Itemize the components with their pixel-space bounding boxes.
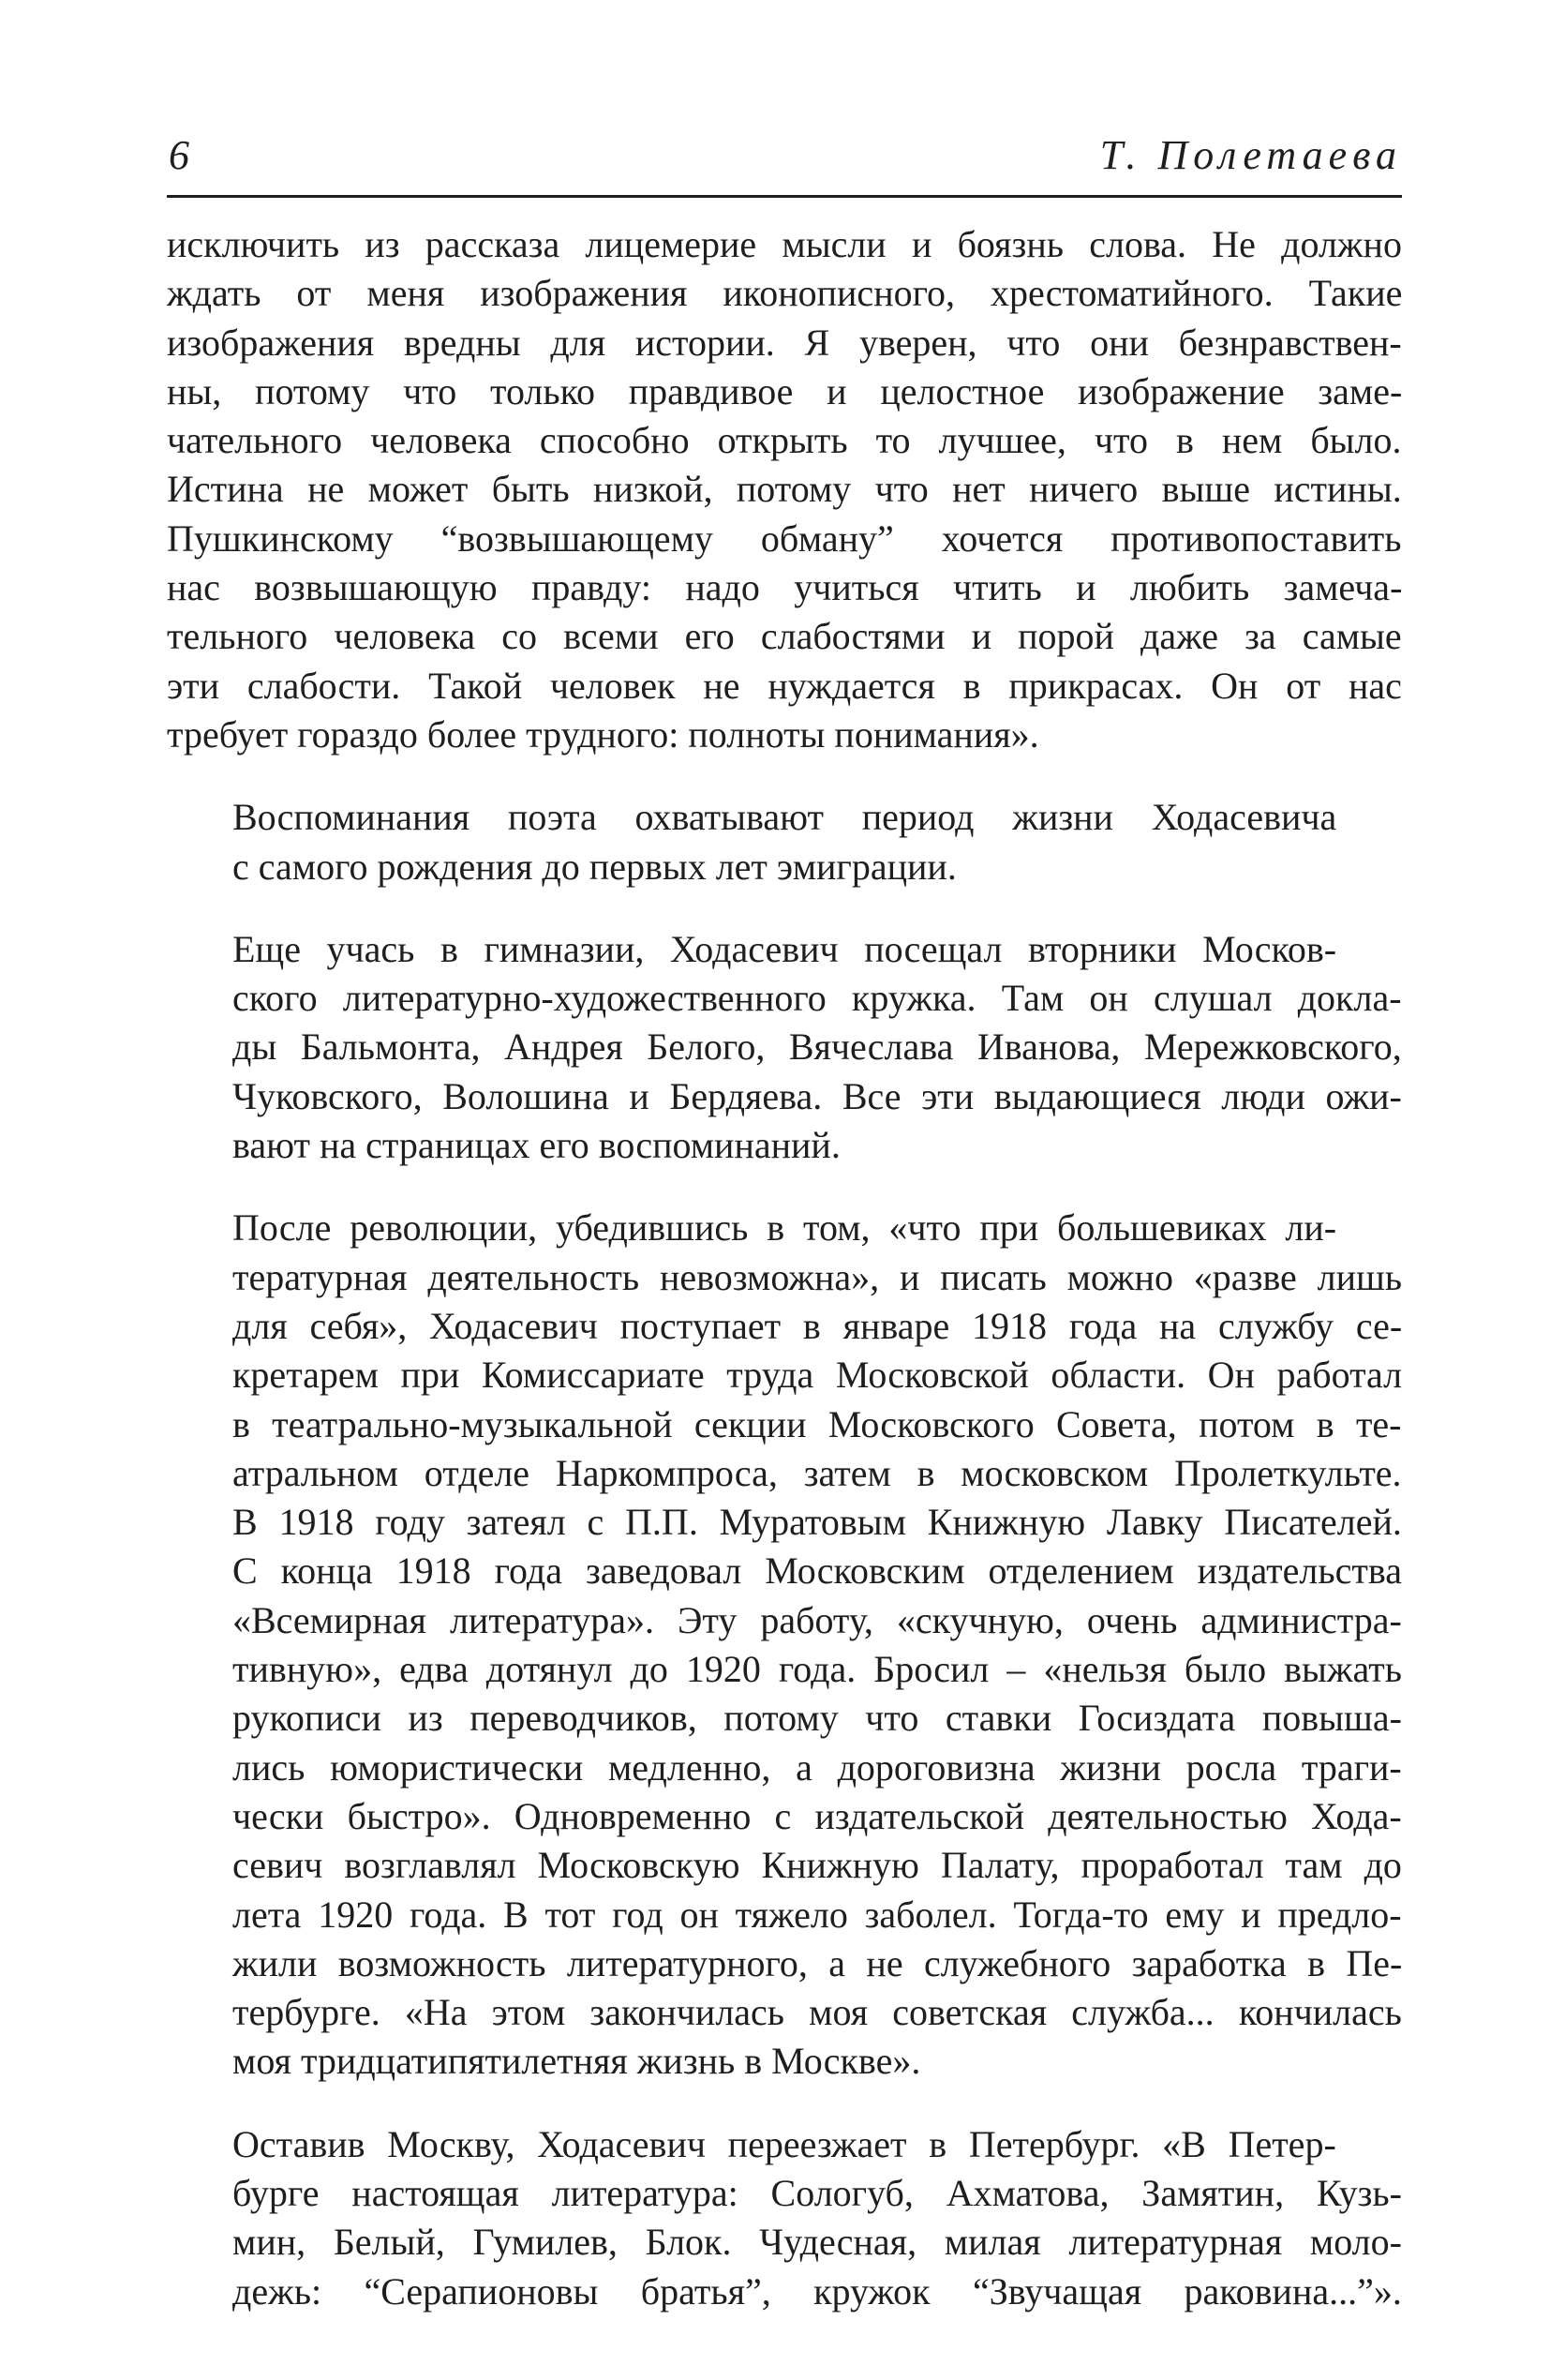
text-line: После революции, убедившись в том, «что при большевиках ли- xyxy=(232,1206,1337,1250)
text-line: Истина не может быть низкой, потому что нет ничего выше истины. xyxy=(167,468,1402,511)
book-page xyxy=(167,131,1402,2350)
text-line: ды Бальмонта, Андрея Белого, Вячеслава Иванова, Мережковского, xyxy=(232,1025,1402,1069)
page-header xyxy=(167,131,1402,198)
text-line: дежь: “Серапионовы братья”, кружок “Звучащая раковина...”». xyxy=(232,2269,1402,2313)
text-line: ского литературно-художественного кружка. Там он слушал докла- xyxy=(232,977,1402,1020)
text-line: тербурге. «На этом закончилась моя советская служба... кончилась xyxy=(232,1991,1402,2034)
running-head-author: Т. Полетаева xyxy=(1099,132,1402,178)
text-line: с самого рождения до первых лет эмиграции. xyxy=(232,845,957,888)
text-line: Оставив Москву, Ходасевич переезжает в Петербург. «В Петер- xyxy=(232,2122,1336,2165)
text-line: жили возможность литературного, а не служебного заработка в Пе- xyxy=(232,1941,1403,1984)
text-line: кретарем при Комиссариате труда Московской области. Он работал xyxy=(232,1354,1403,1397)
text-line: севич возглавлял Московскую Книжную Палату, проработал там до xyxy=(232,1844,1402,1887)
text-line: С конца 1918 года заведовал Московским отделением издательства xyxy=(232,1549,1402,1593)
text-line: тельного человека со всеми его слабостями и порой даже за самые xyxy=(167,615,1402,658)
text-line: Воспоминания поэта охватывают период жизни Ходасевича xyxy=(232,796,1337,839)
paragraph xyxy=(167,1204,1402,2086)
text-line: В 1918 году затеял с П.П. Муратовым Книжную Лавку Писателей. xyxy=(232,1501,1402,1544)
text-line: нас возвышающую правду: надо учиться чтить и любить замеча- xyxy=(167,566,1403,609)
text-line: атральном отделе Наркомпроса, затем в московском Пролеткульте. xyxy=(232,1451,1402,1494)
paragraph xyxy=(167,2120,1402,2316)
text-line: рукописи из переводчиков, потому что ставки Госиздата повыша- xyxy=(232,1697,1402,1740)
text-line: ны, потому что только правдивое и целостное изображение заме- xyxy=(167,369,1403,412)
text-line: Еще учась в гимназии, Ходасевич посещал вторники Москов- xyxy=(232,927,1337,970)
text-line: исключить из рассказа лицемерие мысли и боязнь слова. Не должно xyxy=(167,223,1402,265)
text-line: тературная деятельность невозможна», и писать можно «разве лишь xyxy=(232,1255,1403,1298)
text-line: лись юмористически медленно, а дороговизна жизни росла траги- xyxy=(232,1745,1402,1789)
text-line: Пушкинскому “возвышающему обману” хочется противопоставить xyxy=(167,516,1402,560)
paragraph xyxy=(167,793,1402,891)
text-line: мин, Белый, Гумилев, Блок. Чудесная, милая литературная моло- xyxy=(232,2221,1402,2264)
text-line: эти слабости. Такой человек не нуждается в прикрасах. Он от нас xyxy=(167,664,1402,707)
text-line: для себя», Ходасевич поступает в январе 1918 года на службу се- xyxy=(232,1304,1403,1347)
paragraph xyxy=(167,220,1402,759)
body-text xyxy=(167,220,1402,2316)
text-line: Чуковского, Волошина и Бердяева. Все эти выдающиеся люди ожи- xyxy=(232,1074,1402,1117)
text-line: «Всемирная литература». Эту работу, «скучную, очень администра- xyxy=(232,1598,1402,1641)
text-line: требует гораздо более трудного: полноты понимания». xyxy=(167,712,1039,756)
page-number: 6 xyxy=(169,132,189,178)
text-line: в театрально-музыкальной секции Московского Совета, потом в те- xyxy=(232,1402,1402,1445)
text-line: чески быстро». Одновременно с издательской деятельностью Хода- xyxy=(232,1794,1402,1837)
text-line: лета 1920 года. В тот год он тяжело заболел. Тогда-то ему и предло- xyxy=(232,1893,1402,1936)
text-line: бурге настоящая литература: Сологуб, Ахматова, Замятин, Кузь- xyxy=(232,2171,1402,2214)
text-line: чательного человека способно открыть то лучшее, что в нем было. xyxy=(167,419,1402,462)
text-line: вают на страницах его воспоминаний. xyxy=(232,1124,841,1167)
paragraph xyxy=(167,925,1402,1170)
text-line: ждать от меня изображения иконописного, хрестоматийного. Такие xyxy=(167,272,1403,315)
text-line: моя тридцатипятилетняя жизнь в Москве». xyxy=(232,2040,921,2083)
text-line: тивную», едва дотянул до 1920 года. Бросил – «нельзя было выжать xyxy=(232,1648,1402,1691)
text-line: изображения вредны для истории. Я уверен, что они безнравствен- xyxy=(167,321,1402,364)
